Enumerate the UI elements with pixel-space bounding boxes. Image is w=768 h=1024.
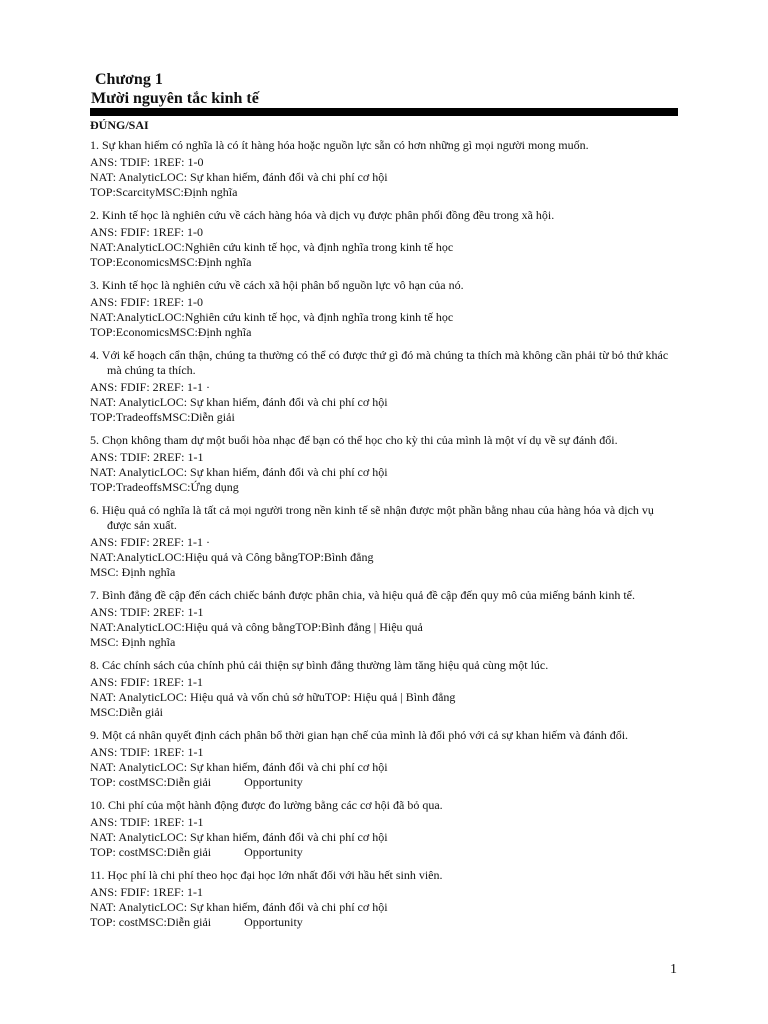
section-heading: ĐÚNG/SAI: [90, 118, 149, 132]
question-stem: 10. Chi phí của một hành động được đo lường bằng các cơ hội đã bỏ qua.: [90, 798, 443, 812]
question-item: [90, 138, 680, 200]
nat-line: NAT: AnalyticLOC: Hiệu quả và vốn chủ sở hữuTOP: Hiệu quả | Bình đẳng: [90, 690, 456, 704]
answer-line: ANS: FDIF: 1REF: 1-0: [90, 295, 204, 309]
question-item: [90, 588, 680, 650]
nat-line: NAT: AnalyticLOC: Sự khan hiếm, đánh đổi và chi phí cơ hội: [90, 900, 388, 914]
topic-line: TOP:ScarcityMSC:Định nghĩa: [90, 185, 238, 199]
answer-line: ANS: TDIF: 2REF: 1-1: [90, 450, 204, 464]
topic-line: TOP: costMSC:Diễn giải Opportunity: [90, 915, 303, 929]
question-item: [90, 348, 680, 425]
topic-line: MSC:Diễn giải: [90, 705, 164, 719]
question-item: [90, 868, 680, 930]
heading-rule: [90, 108, 678, 116]
answer-line: ANS: TDIF: 1REF: 1-0: [90, 155, 204, 169]
question-stem: 2. Kinh tế học là nghiên cứu về cách hàng hóa và dịch vụ được phân phối đồng đều trong xã hội.: [90, 208, 555, 222]
question-stem: 3. Kinh tế học là nghiên cứu về cách xã hội phân bổ nguồn lực vô hạn của nó.: [90, 278, 464, 292]
question-stem: 7. Bình đẳng đề cập đến cách chiếc bánh được phân chia, và hiệu quả đề cập đến quy mô của miếng bánh kinh tế.: [90, 588, 635, 602]
question-stem: 11. Học phí là chi phí theo học đại học lớn nhất đối với hầu hết sinh viên.: [90, 868, 443, 882]
question-item: [90, 503, 680, 580]
nat-line: NAT: AnalyticLOC: Sự khan hiếm, đánh đổi và chi phí cơ hội: [90, 395, 388, 409]
page-number: 1: [670, 962, 677, 977]
nat-line: NAT:AnalyticLOC:Nghiên cứu kinh tế học, và định nghĩa trong kinh tế học: [90, 240, 454, 254]
nat-line: NAT: AnalyticLOC: Sự khan hiếm, đánh đổi và chi phí cơ hội: [90, 830, 388, 844]
nat-line: NAT:AnalyticLOC:Nghiên cứu kinh tế học, và định nghĩa trong kinh tế học: [90, 310, 454, 324]
question-item: [90, 658, 680, 720]
topic-line: TOP:TradeoffsMSC:Ứng dụng: [90, 480, 239, 494]
question-stem: 5. Chọn không tham dự một buổi hòa nhạc để bạn có thể học cho kỳ thi của mình là một ví dụ về sự đánh đổi.: [90, 433, 618, 447]
question-stem: 6. Hiệu quả có nghĩa là tất cả mọi người trong nền kinh tế sẽ nhận được một phần bằng nhau của hàng hóa và dịch vụ được sản xuất.: [90, 503, 654, 532]
answer-line: ANS: TDIF: 1REF: 1-1: [90, 815, 204, 829]
question-stem: 4. Với kế hoạch cẩn thận, chúng ta thường có thể có được thứ gì đó mà chúng ta thích mà không cần phải từ bỏ thứ khác mà chúng ta thích.: [90, 348, 669, 377]
topic-line: TOP:EconomicsMSC:Định nghĩa: [90, 325, 252, 339]
chapter-title: Mười nguyên tắc kinh tế: [91, 90, 259, 107]
nat-line: NAT: AnalyticLOC: Sự khan hiếm, đánh đổi và chi phí cơ hội: [90, 170, 388, 184]
nat-line: NAT: AnalyticLOC: Sự khan hiếm, đánh đổi và chi phí cơ hội: [90, 760, 388, 774]
topic-line: MSC: Định nghĩa: [90, 565, 176, 579]
question-item: [90, 728, 680, 790]
question-item: [90, 798, 680, 860]
answer-line: ANS: FDIF: 1REF: 1-1: [90, 675, 204, 689]
nat-line: NAT: AnalyticLOC: Sự khan hiếm, đánh đổi và chi phí cơ hội: [90, 465, 388, 479]
nat-line: NAT:AnalyticLOC:Hiệu quả và công bằngTOP:Bình đẳng | Hiệu quả: [90, 620, 423, 634]
topic-line: TOP: costMSC:Diễn giải Opportunity: [90, 845, 303, 859]
answer-line: ANS: FDIF: 1REF: 1-0: [90, 225, 204, 239]
answer-line: ANS: FDIF: 2REF: 1-1 ·: [90, 535, 211, 549]
chapter-heading: Chương 1: [95, 71, 163, 88]
topic-line: TOP: costMSC:Diễn giải Opportunity: [90, 775, 303, 789]
topic-line: TOP:TradeoffsMSC:Diễn giải: [90, 410, 235, 424]
topic-line: TOP:EconomicsMSC:Định nghĩa: [90, 255, 252, 269]
question-stem: 1. Sự khan hiếm có nghĩa là có ít hàng hóa hoặc nguồn lực sẵn có hơn những gì mọi người mong muốn.: [90, 138, 589, 152]
question-item: [90, 278, 680, 340]
question-item: [90, 433, 680, 495]
topic-line: MSC: Định nghĩa: [90, 635, 176, 649]
question-item: [90, 208, 680, 270]
question-stem: 9. Một cá nhân quyết định cách phân bổ thời gian hạn chế của mình là đối phó với cả sự khan hiếm và đánh đổi.: [90, 728, 629, 742]
answer-line: ANS: FDIF: 1REF: 1-1: [90, 885, 204, 899]
answer-line: ANS: TDIF: 2REF: 1-1: [90, 605, 204, 619]
nat-line: NAT:AnalyticLOC:Hiệu quả và Công bằngTOP:Bình đẳng: [90, 550, 374, 564]
question-stem: 8. Các chính sách của chính phủ cải thiện sự bình đẳng thường làm tăng hiệu quả cùng một lúc.: [90, 658, 549, 672]
question-list: [90, 138, 680, 938]
answer-line: ANS: FDIF: 2REF: 1-1 ·: [90, 380, 211, 394]
answer-line: ANS: TDIF: 1REF: 1-1: [90, 745, 204, 759]
